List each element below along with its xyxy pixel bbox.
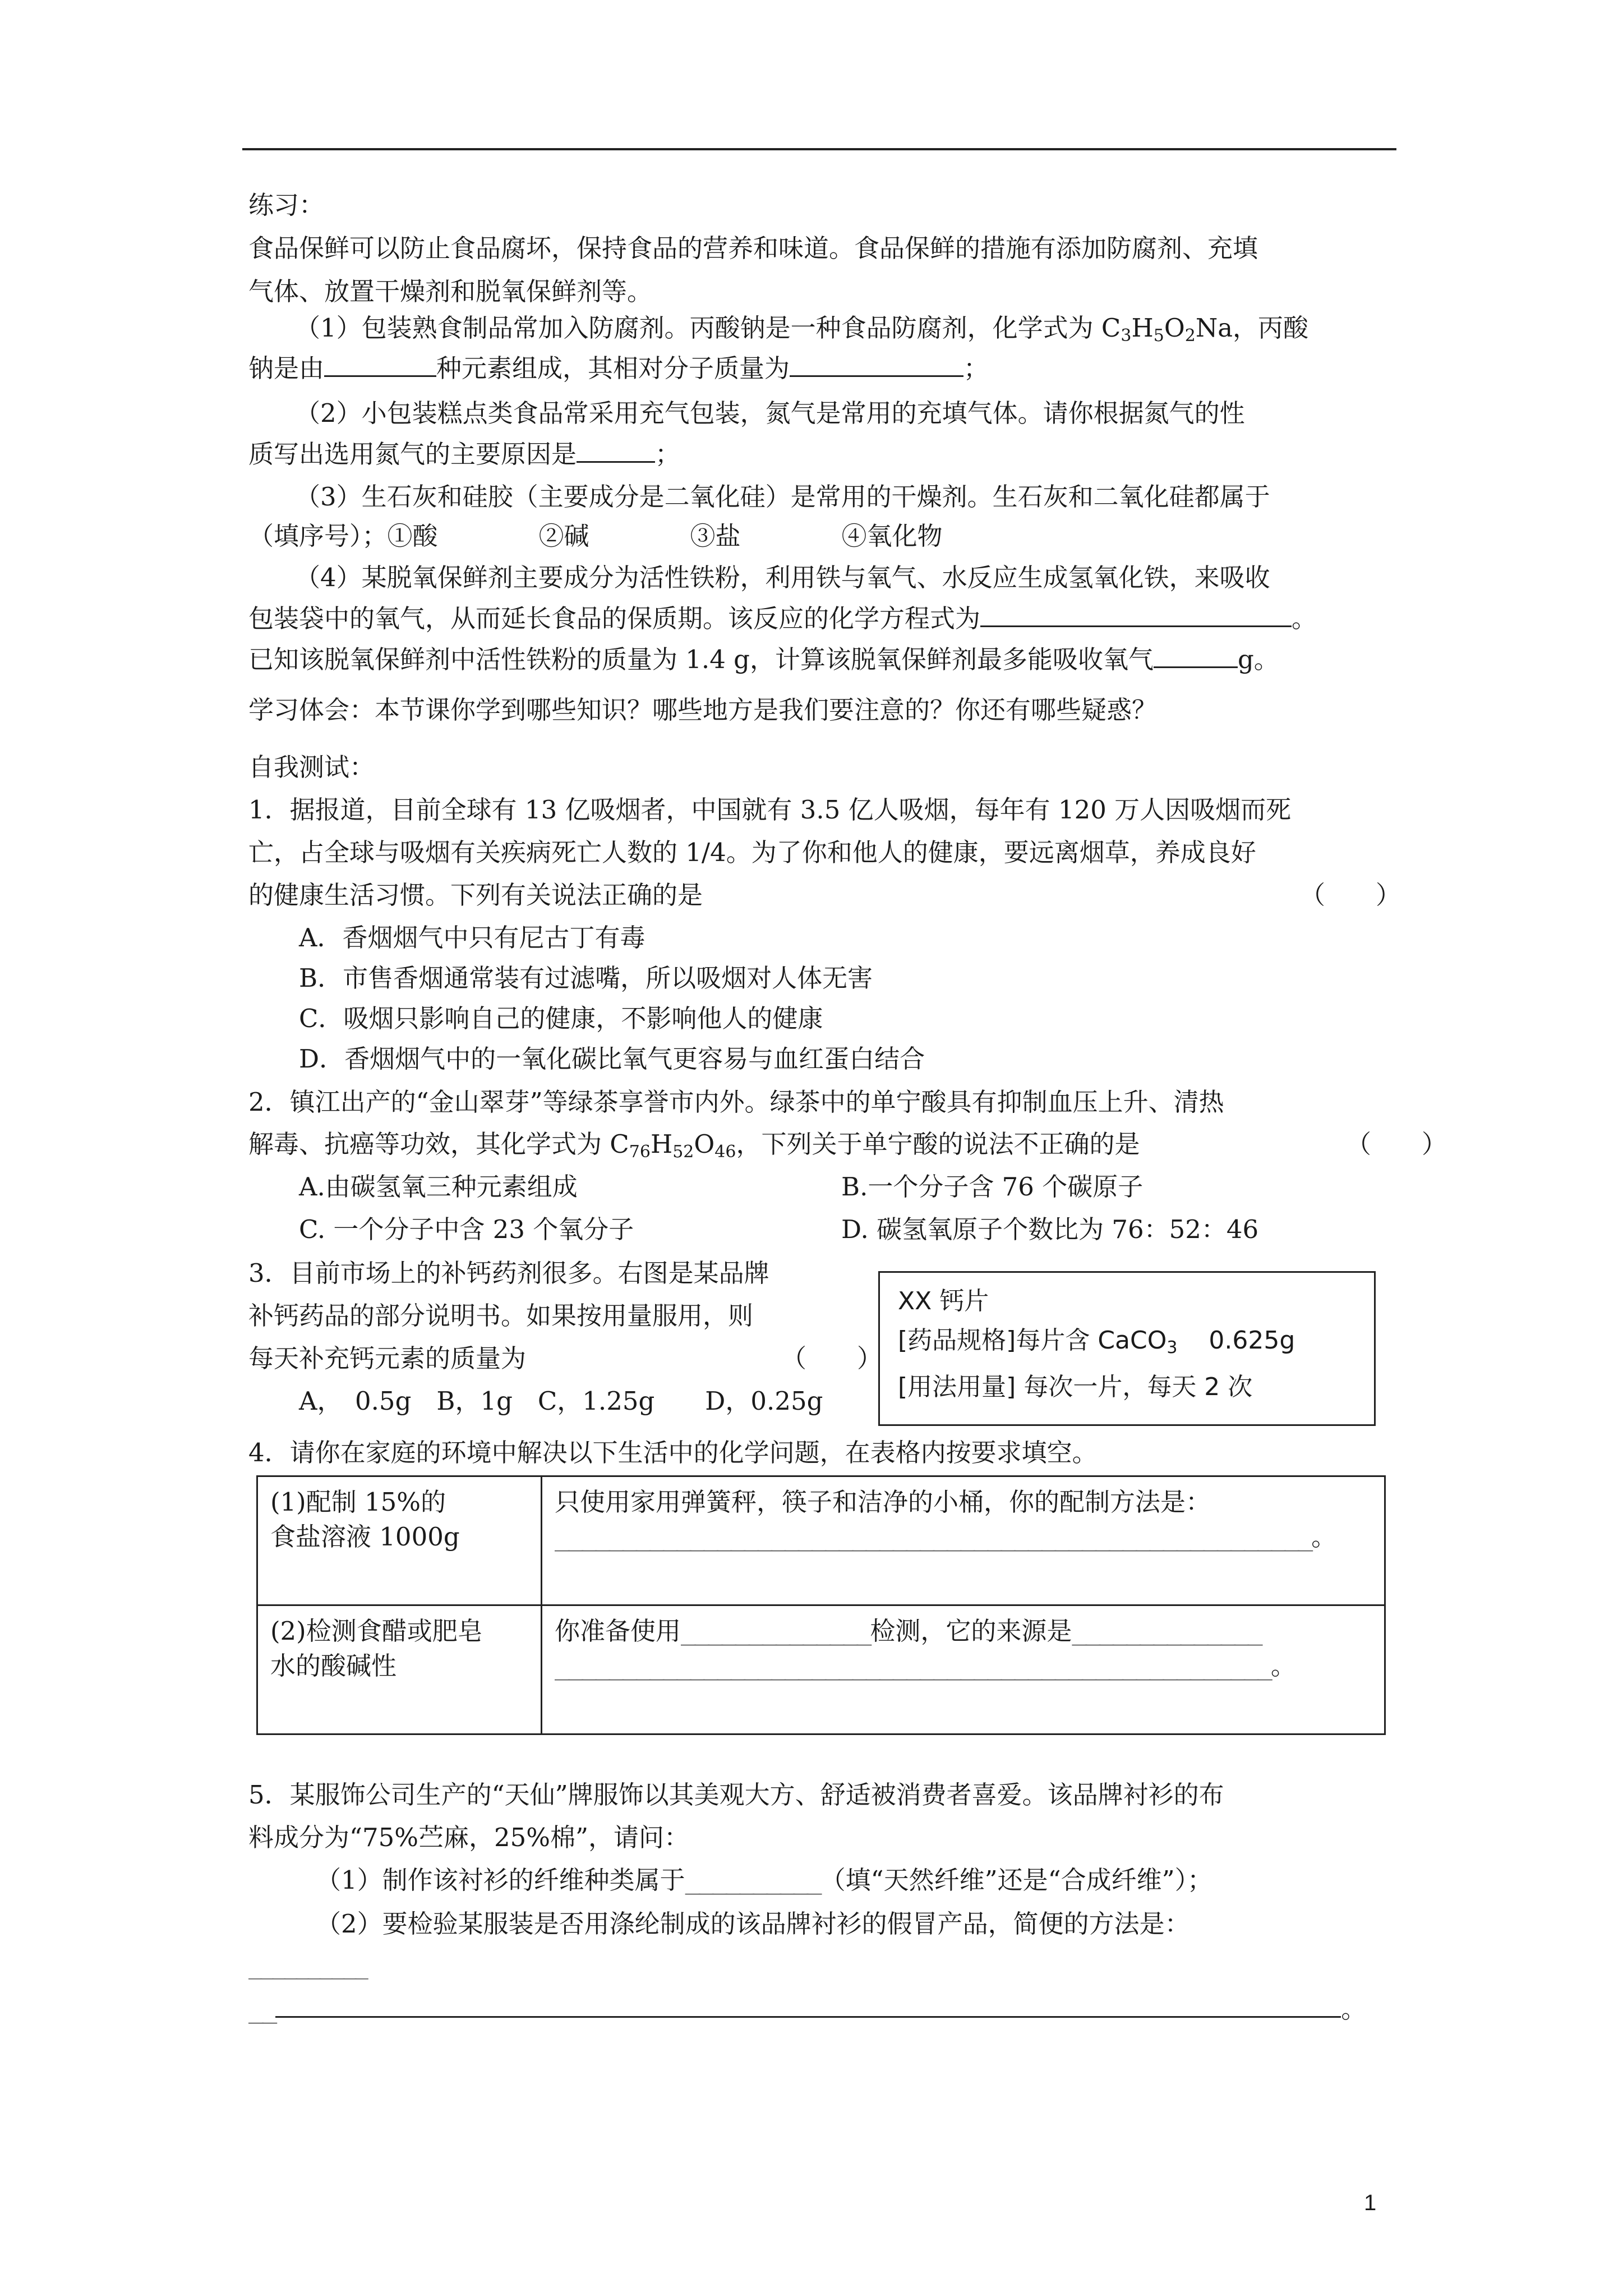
st-q2-option-d: D. 碳氢氧原子个数比为 76：52：46	[841, 1214, 1259, 1244]
label-usage: [用法用量] 每次一片，每天 2 次	[898, 1373, 1253, 1401]
calcium-label-box	[878, 1271, 1376, 1426]
method1-blank-line[interactable]: ________________________________________________________。	[555, 1522, 1337, 1552]
practice-intro-line2: 气体、放置干燥剂和脱氧保鲜剂等。	[248, 277, 653, 306]
task2-label-line1: (2)检测食醋或肥皂	[270, 1616, 483, 1646]
method2-prompt: 你准备使用______________检测，它的来源是______________	[555, 1616, 1261, 1646]
st-q3-line1: 3．目前市场上的补钙药剂很多。右图是某品牌	[248, 1258, 769, 1288]
practice-q4-line1: （4）某脱氧保鲜剂主要成分为活性铁粉，利用铁与氧气、水反应生成氢氧化铁，来吸收	[295, 563, 1270, 592]
blank-chemical-equation[interactable]	[980, 603, 1292, 627]
blank-element-count[interactable]	[324, 353, 436, 377]
st-q4-table	[256, 1475, 1386, 1735]
st-q1-line1: 1．据报道，目前全球有 13 亿吸烟者，中国就有 3.5 亿人吸烟，每年有 120 万人因吸烟而死	[248, 795, 1292, 825]
blank-nitrogen-reason[interactable]	[577, 439, 655, 463]
practice-q4-line3: 已知该脱氧保鲜剂中活性铁粉的质量为 1.4 g，计算该脱氧保鲜剂最多能吸收氧气 g。	[248, 645, 1279, 674]
task2-label-line2: 水的酸碱性	[270, 1651, 397, 1681]
practice-q4-line2: 包装袋中的氧气，从而延长食品的保质期。该反应的化学方程式为 。	[248, 604, 1317, 633]
st-q1-option-a: A．香烟烟气中只有尼古丁有毒	[299, 923, 645, 953]
st-q3-options: A， 0.5g B，1g C，1.25g D，0.25g	[299, 1386, 823, 1416]
table-row	[257, 1476, 1385, 1605]
st-q5-part1: （1）制作该衬衫的纤维种类属于__________（填“天然纤维”还是“合成纤维”）；	[316, 1865, 1213, 1895]
st-q3-line3: 每天补充钙元素的质量为	[248, 1343, 527, 1373]
reflection-prompt: 学习体会：本节课你学到哪些知识？哪些地方是我们要注意的？你还有哪些疑惑？	[248, 695, 1158, 725]
st-q1-option-c: C．吸烟只影响自己的健康，不影响他人的健康	[299, 1004, 823, 1033]
method2-blank-line[interactable]: _____________________________________________________。	[555, 1651, 1296, 1681]
blank-indicator[interactable]: ______________	[681, 1616, 870, 1646]
label-title: XX 钙片	[898, 1287, 989, 1315]
st-q5-blank-short[interactable]: __________	[248, 1954, 367, 1980]
task1-label-line1: (1)配制 15%的	[270, 1487, 446, 1517]
table-cell-method1[interactable]	[542, 1476, 1385, 1605]
st-q5-line1: 5．某服饰公司生产的“天仙”牌服饰以其美观大方、舒适被消费者喜爱。该品牌衬衫的布	[248, 1780, 1224, 1810]
blank-fiber-type[interactable]: __________	[685, 1865, 820, 1895]
st-q2-option-b: B.一个分子含 76 个碳原子	[841, 1172, 1144, 1202]
top-rule	[242, 148, 1396, 150]
table-cell-task2	[257, 1605, 542, 1734]
label-spec: [药品规格]每片含 CaCO3 0.625g	[898, 1326, 1295, 1358]
practice-q1-line2: 钠是由 种元素组成，其相对分子质量为 ；	[248, 353, 989, 383]
table-cell-method2[interactable]	[542, 1605, 1385, 1734]
st-q2-option-c: C. 一个分子中含 23 个氧分子	[299, 1214, 634, 1244]
task1-label-line2: 食盐溶液 1000g	[270, 1522, 460, 1552]
st-q4-line1: 4．请你在家庭的环境中解决以下生活中的化学问题，在表格内按要求填空。	[248, 1438, 1098, 1467]
table-row	[257, 1605, 1385, 1734]
st-q5-line2: 料成分为“75%苎麻，25%棉”，请问：	[248, 1823, 690, 1852]
blank-test-method[interactable]	[275, 1997, 1341, 2018]
st-q5-answer-line[interactable]: __ 。	[248, 1994, 1367, 2024]
st-q1-line3: 的健康生活习惯。下列有关说法正确的是	[248, 880, 703, 910]
st-q1-option-b: B．市售香烟通常装有过滤嘴，所以吸烟对人体无害	[299, 963, 873, 993]
selftest-heading: 自我测试：	[248, 752, 375, 782]
st-q1-line2: 亡，占全球与吸烟有关疾病死亡人数的 1/4。为了你和他人的健康，要远离烟草，养成良好	[248, 838, 1256, 867]
st-q3-answer-paren[interactable]: （ ）	[781, 1343, 883, 1373]
method1-prompt: 只使用家用弹簧秤，筷子和洁净的小桶，你的配制方法是：	[555, 1487, 1211, 1517]
practice-q3-line1: （3）生石灰和硅胶（主要成分是二氧化硅）是常用的干燥剂。生石灰和二氧化硅都属于	[295, 482, 1270, 512]
st-q5-part2: （2）要检验某服装是否用涤纶制成的该品牌衬衫的假冒产品，简便的方法是：	[316, 1909, 1190, 1939]
blank-source[interactable]: ______________	[1072, 1616, 1261, 1646]
st-q1-option-d: D．香烟烟气中的一氧化碳比氧气更容易与血红蛋白结合	[299, 1044, 925, 1074]
page-number: 1	[1364, 2191, 1377, 2215]
practice-q2-line1: （2）小包装糕点类食品常采用充气包装，氮气是常用的充填气体。请你根据氮气的性	[295, 398, 1245, 428]
practice-heading: 练习：	[248, 190, 325, 220]
st-q3-line2: 补钙药品的部分说明书。如果按用量服用，则	[248, 1301, 754, 1331]
practice-intro-line1: 食品保鲜可以防止食品腐坏，保持食品的营养和味道。食品保鲜的措施有添加防腐剂、充填	[248, 233, 1258, 263]
blank-molecular-mass[interactable]	[790, 353, 963, 377]
practice-q3-line2: （填序号）；①酸 ②碱 ③盐 ④氧化物	[248, 521, 943, 551]
st-q1-answer-paren[interactable]: （ ）	[1300, 880, 1401, 910]
st-q2-answer-paren[interactable]: （ ）	[1346, 1129, 1447, 1159]
practice-q2-line2: 质写出选用氮气的主要原因是 ；	[248, 439, 681, 469]
practice-q1-line1: （1）包装熟食制品常加入防腐剂。丙酸钠是一种食品防腐剂，化学式为 $C_3H_5O_2Na$，丙酸	[295, 313, 1309, 346]
st-q2-line2: 解毒、抗癌等功效，其化学式为 $C_{76}H_{52}O_{46}$，下列关于单宁酸的说法不正确的是	[248, 1129, 1140, 1162]
blank-oxygen-mass[interactable]	[1154, 644, 1238, 668]
table-cell-task1	[257, 1476, 542, 1605]
st-q2-option-a: A.由碳氢氧三种元素组成	[299, 1172, 578, 1202]
st-q2-line1: 2．镇江出产的“金山翠芽”等绿茶享誉市内外。绿茶中的单宁酸具有抑制血压上升、清热	[248, 1087, 1224, 1117]
